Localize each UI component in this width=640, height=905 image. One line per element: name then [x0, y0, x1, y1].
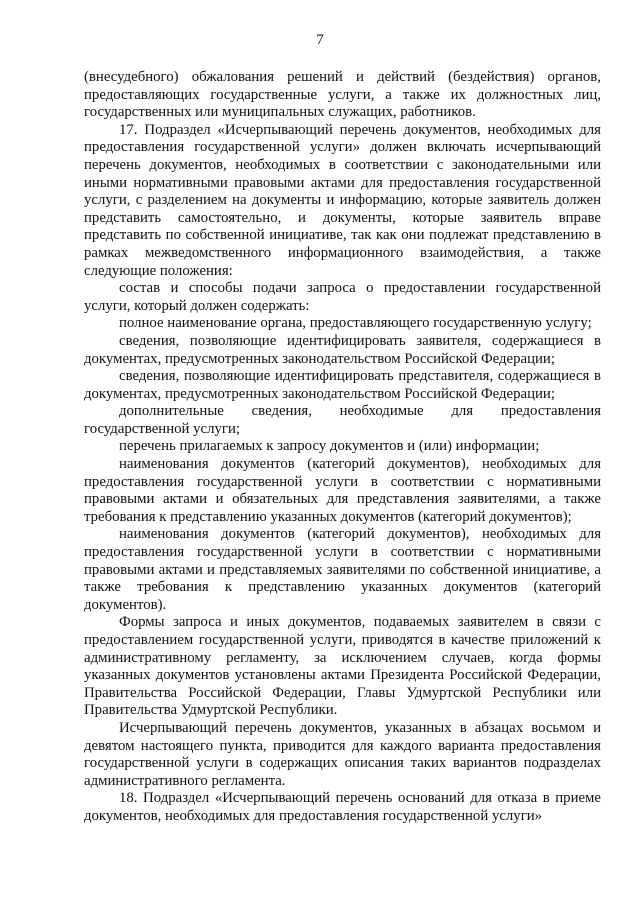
- paragraph-5: сведения, позволяющие идентифицировать заявителя, содержащиеся в документах, предусмотренных законодательством Российской Федерации;: [84, 332, 601, 367]
- paragraph-12: Исчерпывающий перечень документов, указанных в абзацах восьмом и девятом настоящего пункта, приводится для каждого варианта предоставления государственной услуги в содержащих описания таких вариантов подразделах административного регламента.: [84, 719, 601, 789]
- paragraph-7: дополнительные сведения, необходимые для предоставления государственной услуги;: [84, 403, 601, 437]
- paragraph-13: 18. Подраздел «Исчерпывающий перечень оснований для отказа в приеме документов, необходимых для предоставления государственной услуги»: [84, 790, 601, 824]
- paragraph-8: перечень прилагаемых к запросу документов и (или) информации;: [119, 438, 540, 455]
- paragraph-4: полное наименование органа, предоставляющего государственную услугу;: [119, 315, 592, 332]
- page-number: 7: [316, 32, 324, 48]
- paragraph-11: Формы запроса и иных документов, подаваемых заявителем в связи с предоставлением государственной услуги, приводятся в качестве приложений к административному регламенту, за исключением случаев, когда формы указанных документов установлены актами Президента Российской Федерации, Правительства Российской Федерации, Главы Удмуртской Республики или Правительства Удмуртской Республики.: [84, 614, 601, 719]
- paragraph-2: 17. Подраздел «Исчерпывающий перечень документов, необходимых для предоставления государственной услуги» должен включать исчерпывающий перечень документов, необходимых в соответствии с законодательными или иными нормативными правовыми актами для предоставления государственной услуги, с разделением на документы и информацию, которые заявитель должен представить самостоятельно, и документы, которые заявитель вправе представить по собственной инициативе, так как они подлежат представлению в рамках межведомственного информационного взаимодействия, а также следующие положения:: [84, 121, 601, 279]
- paragraph-10: наименования документов (категорий документов), необходимых для предоставления государственной услуги в соответствии с нормативными правовыми актами и представляемых заявителями по собственной инициативе, а также требования к представлению указанных документов (категорий документов).: [84, 526, 601, 613]
- paragraph-3: состав и способы подачи запроса о предоставлении государственной услуги, который должен содержать:: [84, 280, 601, 314]
- document-body: [84, 69, 601, 826]
- paragraph-9: наименования документов (категорий документов), необходимых для предоставления государственной услуги в соответствии с нормативными правовыми актами и обязательных для представления заявителями, а также требования к представлению указанных документов (категорий документов);: [84, 456, 601, 525]
- paragraph-1: (внесудебного) обжалования решений и действий (бездействия) органов, предоставляющих государственные услуги, а также их должностных лиц, государственных или муниципальных служащих, работников.: [84, 69, 601, 121]
- paragraph-6: сведения, позволяющие идентифицировать представителя, содержащиеся в документах, предусмотренных законодательством Российской Федерации;: [84, 368, 601, 402]
